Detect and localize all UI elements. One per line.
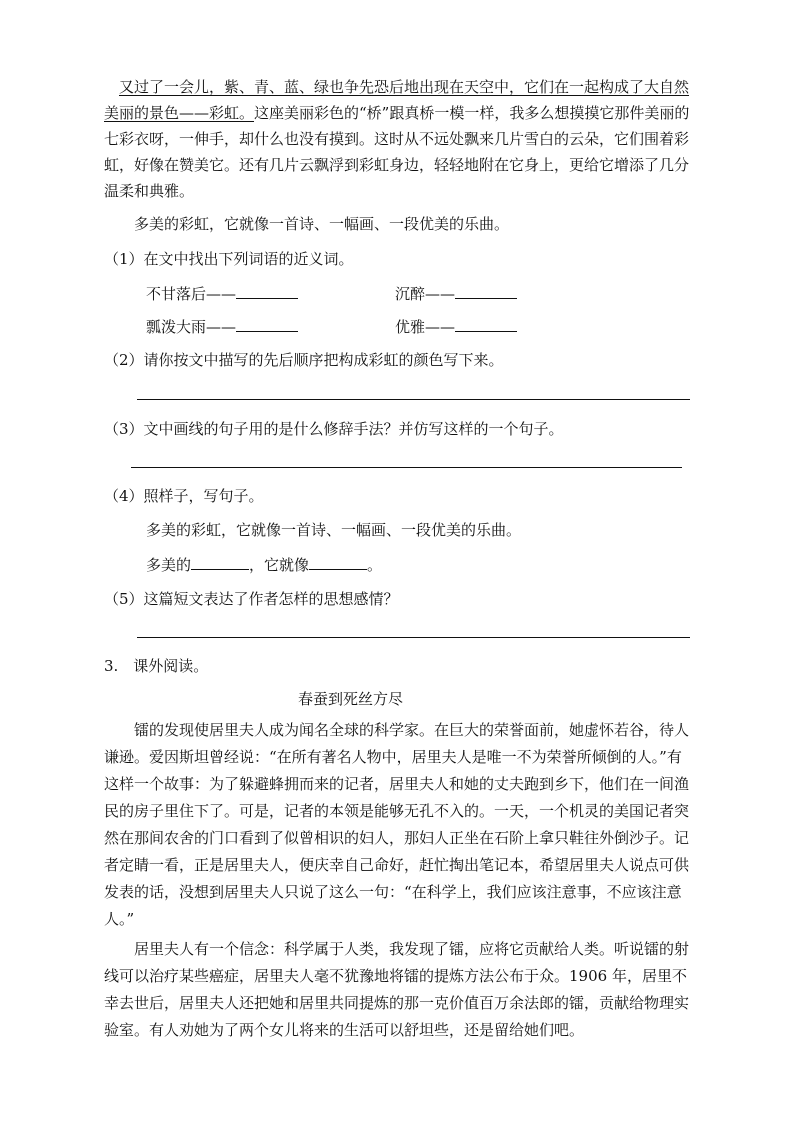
section-3-heading: 3. 课外阅读。 <box>104 657 209 675</box>
passage-paragraph-1 <box>104 74 692 204</box>
q4-example-sentence: 多美的彩虹，它就像一首诗、一幅画、一段优美的乐曲。 <box>146 521 522 539</box>
article-title: 春蚕到死丝方尽 <box>298 690 404 708</box>
q1-word-3: 瓢泼大雨—— <box>146 315 298 338</box>
passage-paragraph-1-rest: 这座美丽彩色的“桥”跟真桥一模一样，我多么想摸摸它那件美丽的七彩衣呀，一伸手，却什么也没有摸到。这时从不远处飘来几片雪白的云朵，它们围着彩虹，好像在赞美它。还有几片云飘浮到彩虹身边，轻轻地附在它身上，更给它增添了几分温柔和典雅。 <box>104 104 690 200</box>
question-1: （1）在文中找出下列词语的近义词。 <box>104 250 354 268</box>
question-3: （3）文中画线的句子用的是什么修辞手法？并仿写这样的一个句子。 <box>104 420 564 438</box>
q1-answer-blank-3[interactable] <box>236 315 298 332</box>
question-2: （2）请你按文中描写的先后顺序把构成彩虹的颜色写下来。 <box>104 351 504 369</box>
question-4: （4）照样子，写句子。 <box>104 487 264 505</box>
article-paragraph-2: 居里夫人有一个信念：科学属于人类，我发现了镭，应将它贡献给人类。听说镭的射线可以治疗某些癌症，居里夫人毫不犹豫地将镭的提炼方法公布于众。1906 年，居里不幸去世后，居里夫人还把她和居里共同提炼的那一克价值百万余法郎的镭，贡献给物理实验室。有人劝她为了两个女儿将来的生活可以舒坦些，还是留给她们吧。 <box>104 940 690 1039</box>
passage-paragraph-2: 多美的彩虹，它就像一首诗、一幅画、一段优美的乐曲。 <box>134 215 510 233</box>
q4-blank-2[interactable] <box>309 553 367 570</box>
q1-word-2: 沉醉—— <box>395 282 517 305</box>
article-paragraph-1: 镭的发现使居里夫人成为闻名全球的科学家。在巨大的荣誉面前，她虚怀若谷，待人谦逊。爱因斯坦曾经说：“在所有著名人物中，居里夫人是唯一不为荣誉所倾倒的人。”有这样一个故事：为了躲避蜂拥而来的记者，居里夫人和她的丈夫跑到乡下，他们在一间渔民的房子里住下了。可是，记者的本领是能够无孔不入的。一天，一个机灵的美国记者突然在那间农舍的门口看到了似曾相识的妇人，那妇人正坐在石阶上拿只鞋往外倒沙子。记者定睛一看，正是居里夫人，便庆幸自己命好，赶忙掏出笔记本，希望居里夫人说点可供发表的话，没想到居里夫人只说了这么一句：“在科学上，我们应该注意事，不应该注意人。” <box>104 721 690 928</box>
q1-answer-blank-4[interactable] <box>455 315 517 332</box>
q1-answer-blank-1[interactable] <box>236 282 298 299</box>
q1-word-1: 不甘落后—— <box>146 282 298 305</box>
q5-answer-line[interactable] <box>137 637 690 638</box>
q4-fill-sentence: 多美的 ，它就像 。 <box>146 553 382 576</box>
q2-answer-line[interactable] <box>137 399 690 400</box>
q1-answer-blank-2[interactable] <box>455 282 517 299</box>
question-5: （5）这篇短文表达了作者怎样的思想感情？ <box>104 590 399 608</box>
q3-answer-line[interactable] <box>131 467 682 468</box>
q4-blank-1[interactable] <box>191 553 249 570</box>
underlined-sentence: 又过了一会儿，紫、青、蓝、绿也争先恐后地出现在天空中，它们在一起构成了大自然美丽的景色——彩虹。 <box>104 78 690 122</box>
q1-word-4: 优雅—— <box>395 315 517 338</box>
